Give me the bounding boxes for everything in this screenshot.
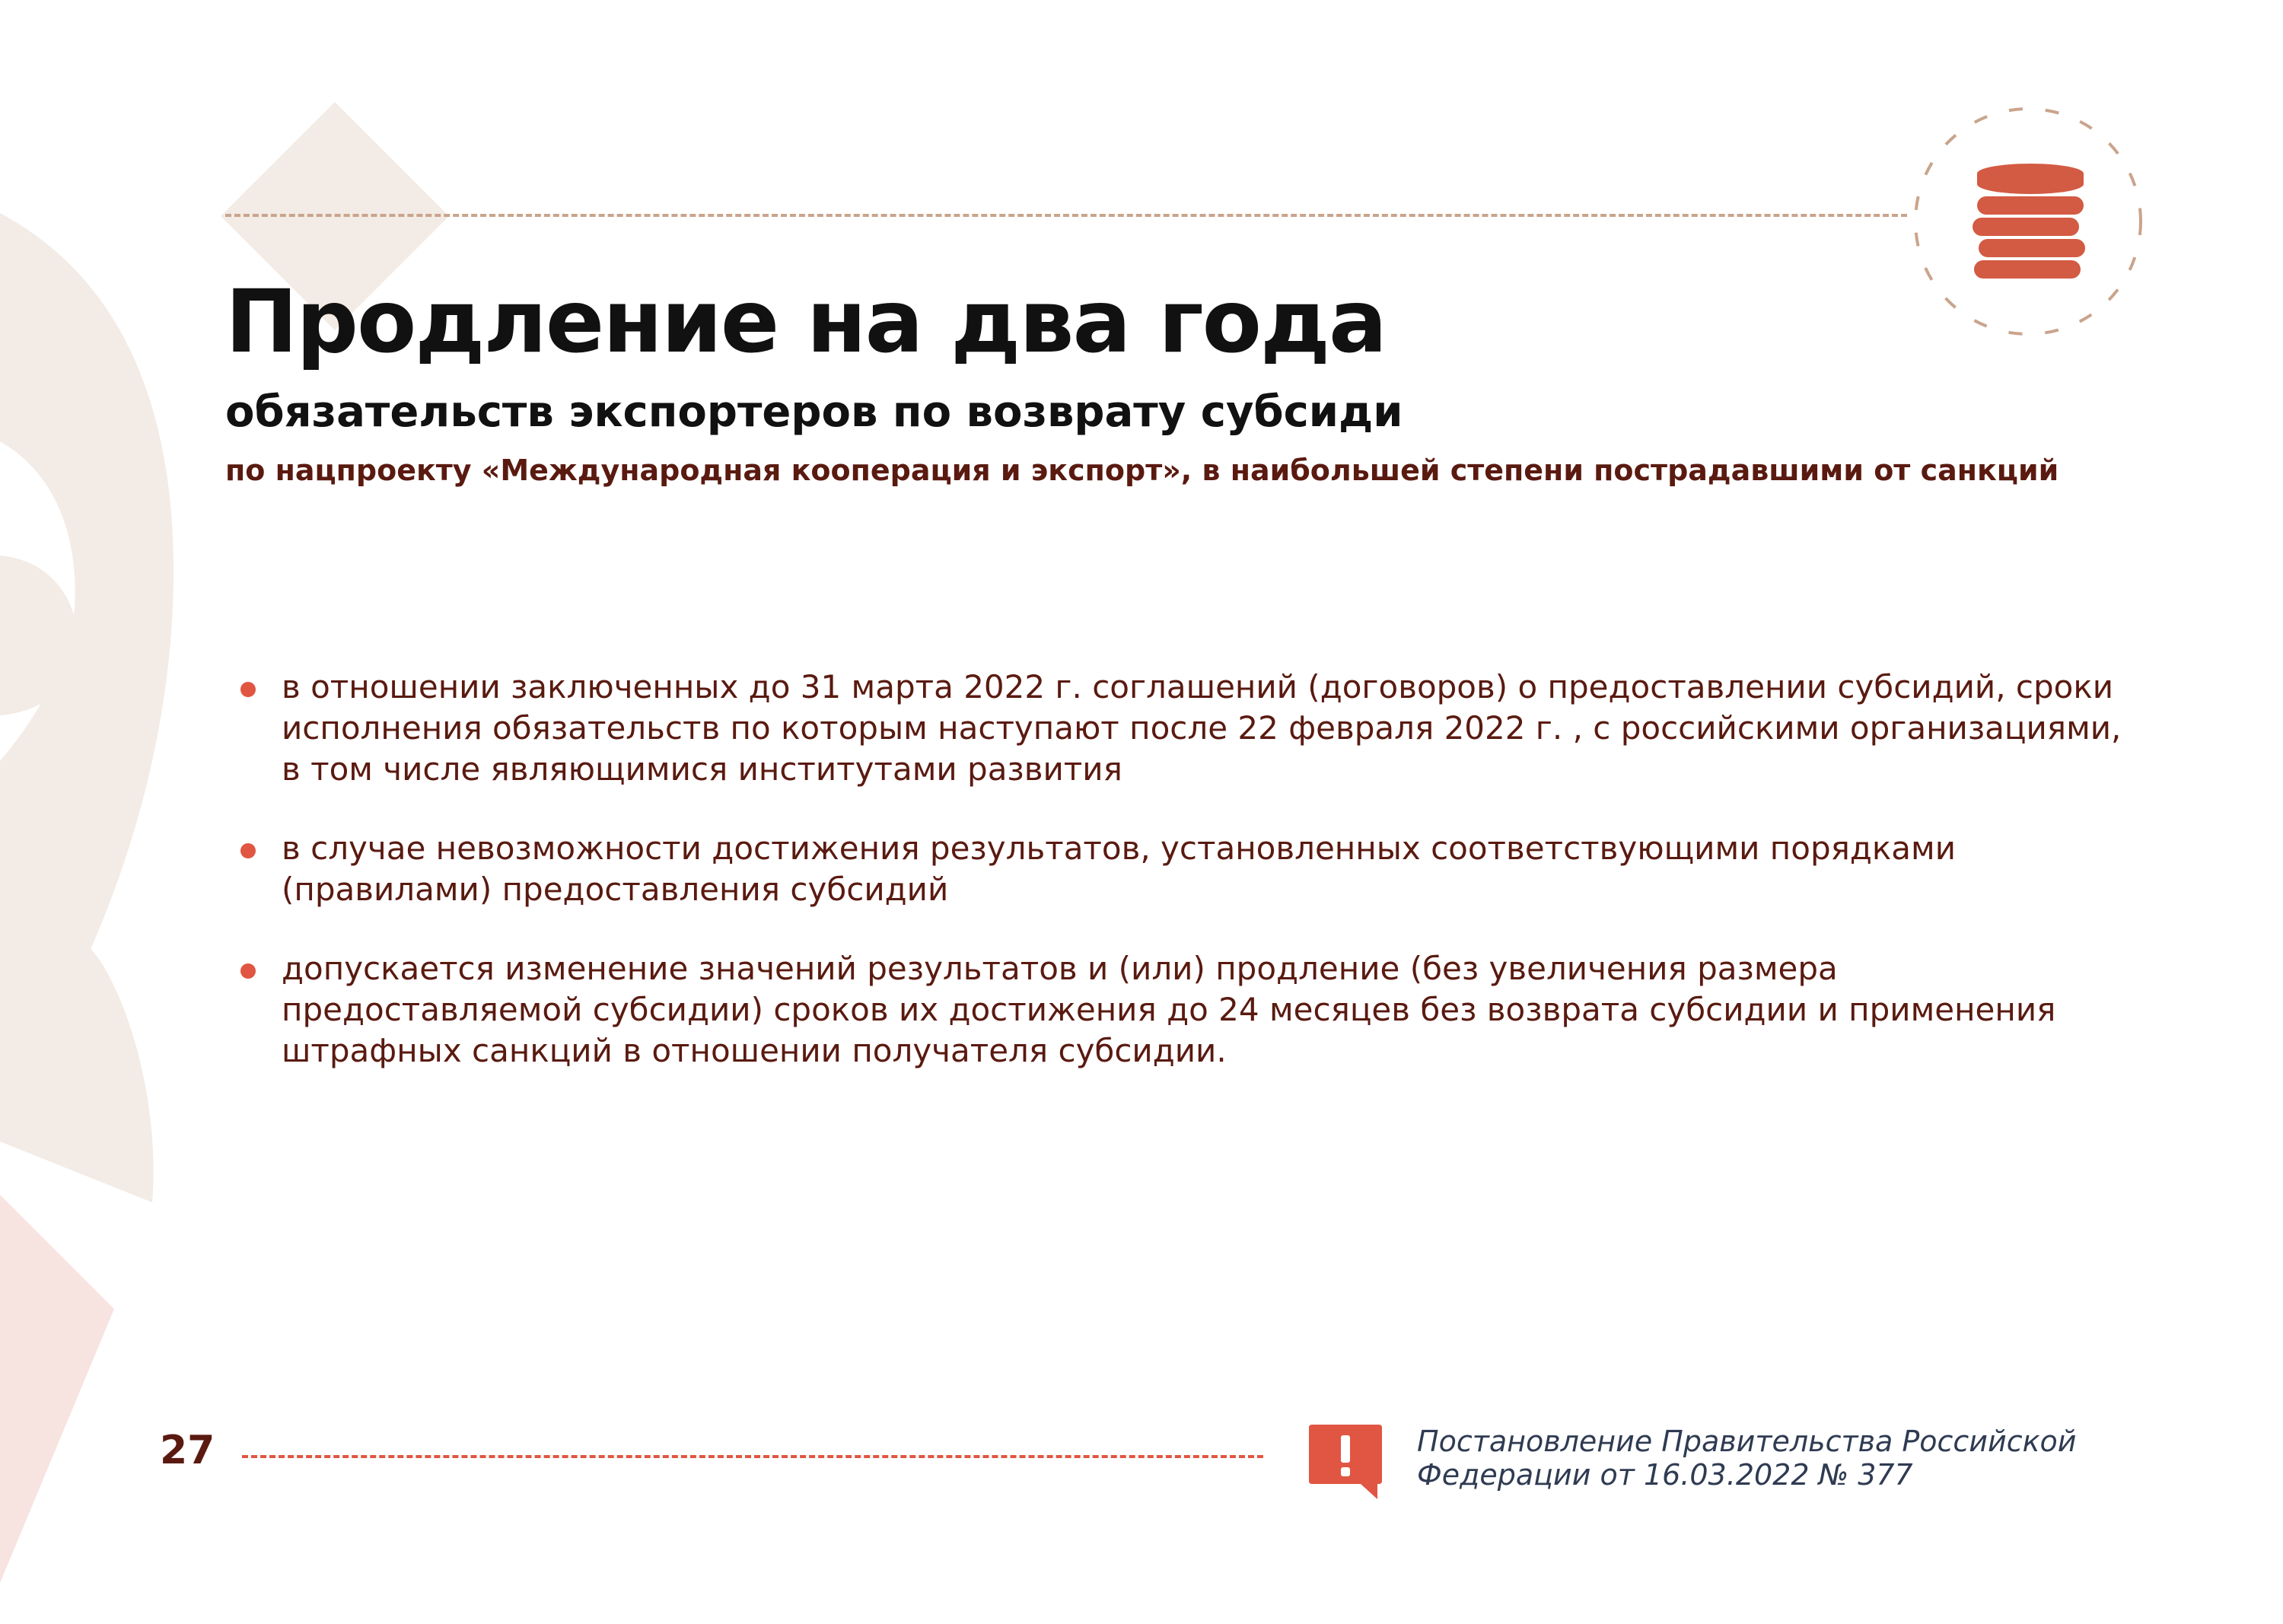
list-item xyxy=(240,667,2143,790)
list-item xyxy=(240,828,2143,910)
list-item xyxy=(240,948,2143,1072)
bullet-list xyxy=(240,667,2143,1110)
page-subtitle-detail: по нацпроекту «Международная кооперация и экспорт», в наибольшей степени пострадавшими от санкций xyxy=(225,454,2059,487)
exclamation-speech-bubble-icon xyxy=(1307,1422,1383,1501)
bullet-dot-icon xyxy=(240,843,256,858)
header-dashed-rule xyxy=(225,214,1907,217)
bg-pink-triangle xyxy=(0,1195,114,1583)
bullet-dot-icon xyxy=(240,682,256,697)
page-title: Продление на два года xyxy=(225,271,1386,372)
page-subtitle: обязательств экспортеров по возврату субсиди xyxy=(225,387,1403,437)
coins-stack-icon xyxy=(1902,96,2154,347)
bullet-text: допускается изменение значений результатов и (или) продление (без увеличения размера предоставляемой субсидии) сроков их достижения до 24 месяцев без возврата субсидии и применения штрафных санкций в отношении получателя субсидии. xyxy=(282,950,2056,1069)
bullet-text: в отношении заключенных до 31 марта 2022 г. соглашений (договоров) о предоставлении субсидий, сроки исполнения обязательств по которым наступают после 22 февраля 2022 г. , с российскими организациями, в том числе являющимися институтами развития xyxy=(282,668,2122,788)
bullet-dot-icon xyxy=(240,963,256,979)
page-number: 27 xyxy=(160,1428,215,1473)
footer-dashed-rule xyxy=(242,1455,1263,1458)
bullet-text: в случае невозможности достижения результатов, установленных соответствующими порядками (правилами) предоставления субсидий xyxy=(282,830,1956,908)
reference-text: Постановление Правительства Российской Федерации от 16.03.2022 № 377 xyxy=(1417,1425,2077,1492)
